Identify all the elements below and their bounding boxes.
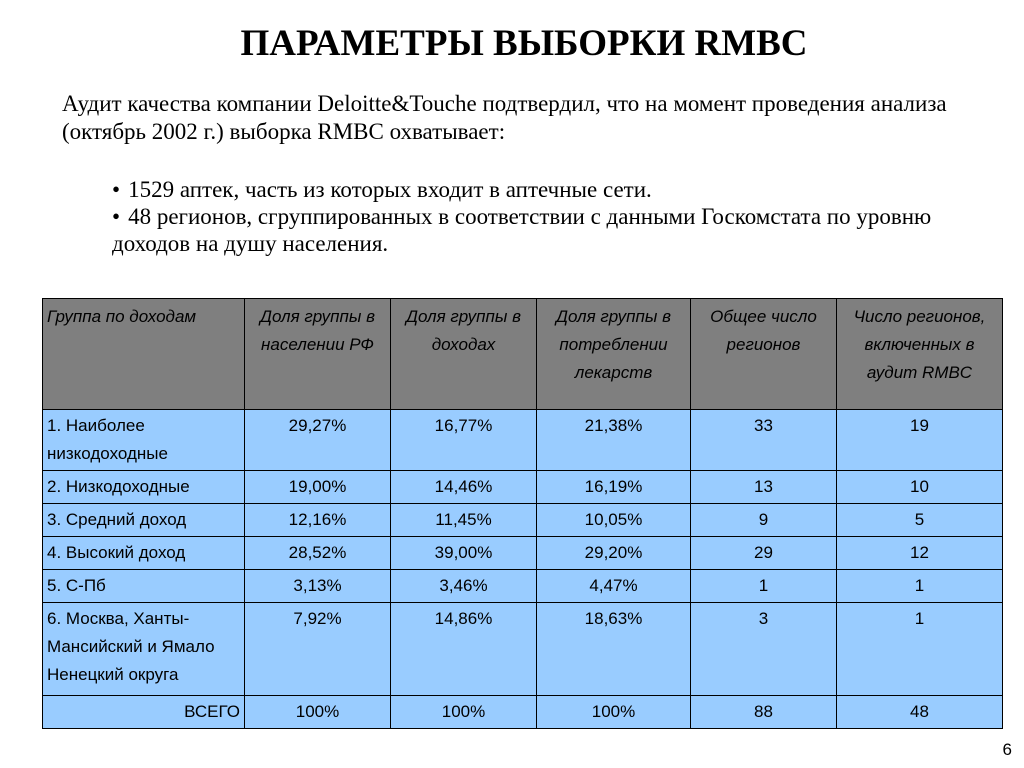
table-total-row xyxy=(43,696,1003,729)
group-cell: 4. Высокий доход xyxy=(43,537,245,570)
table-cell: 100% xyxy=(391,696,537,729)
table-cell: 29,27% xyxy=(245,410,391,471)
table-cell: 100% xyxy=(537,696,691,729)
table-cell: 14,46% xyxy=(391,471,537,504)
table-cell: 10 xyxy=(837,471,1003,504)
column-header: Общее число регионов xyxy=(691,299,837,410)
page-number: 6 xyxy=(1002,740,1012,759)
column-header: Число регионов, включенных в аудит RMBC xyxy=(837,299,1003,410)
table-cell: 3,13% xyxy=(245,570,391,603)
group-cell: 2. Низкодоходные xyxy=(43,471,245,504)
table-cell: 9 xyxy=(691,504,837,537)
table-cell: 3,46% xyxy=(391,570,537,603)
table-cell: 16,77% xyxy=(391,410,537,471)
bullet-list xyxy=(112,176,972,257)
table-cell: 5 xyxy=(837,504,1003,537)
column-header: Группа по доходам xyxy=(43,299,245,410)
table-cell: 14,86% xyxy=(391,603,537,696)
table-cell: 12 xyxy=(837,537,1003,570)
table-row xyxy=(43,471,1003,504)
table-row xyxy=(43,570,1003,603)
table-cell: 7,92% xyxy=(245,603,391,696)
total-label: ВСЕГО xyxy=(43,696,245,729)
column-header: Доля группы в доходах xyxy=(391,299,537,410)
table-cell: 19 xyxy=(837,410,1003,471)
table-header-row xyxy=(43,299,1003,410)
group-cell: 5. С-Пб xyxy=(43,570,245,603)
table-cell: 33 xyxy=(691,410,837,471)
bullet-item: • 48 регионов, сгруппированных в соответствии с данными Госкомстата по уровню доходов на душу населения. xyxy=(112,204,932,256)
table-cell: 1 xyxy=(691,570,837,603)
income-groups-table xyxy=(42,298,1003,729)
table-cell: 19,00% xyxy=(245,471,391,504)
bullet-item: • 1529 аптек, часть из которых входит в аптечные сети. xyxy=(112,177,652,202)
table-cell: 18,63% xyxy=(537,603,691,696)
table-cell: 3 xyxy=(691,603,837,696)
table-cell: 16,19% xyxy=(537,471,691,504)
table-cell: 13 xyxy=(691,471,837,504)
table-row xyxy=(43,504,1003,537)
table-cell: 12,16% xyxy=(245,504,391,537)
column-header: Доля группы в потреблении лекарств xyxy=(537,299,691,410)
table-row xyxy=(43,410,1003,471)
table-cell: 39,00% xyxy=(391,537,537,570)
table-cell: 4,47% xyxy=(537,570,691,603)
table-row xyxy=(43,603,1003,696)
table-cell: 48 xyxy=(837,696,1003,729)
table-row xyxy=(43,537,1003,570)
table-cell: 21,38% xyxy=(537,410,691,471)
table-cell: 29 xyxy=(691,537,837,570)
table-cell: 28,52% xyxy=(245,537,391,570)
table-cell: 1 xyxy=(837,603,1003,696)
intro-paragraph: Аудит качества компании Deloitte&Touche подтвердил, что на момент проведения анализа (октябрь 2002 г.) выборка RMBC охватывает: xyxy=(62,91,947,144)
table-cell: 11,45% xyxy=(391,504,537,537)
group-cell: 3. Средний доход xyxy=(43,504,245,537)
table-cell: 10,05% xyxy=(537,504,691,537)
group-cell: 6. Москва, Ханты-Мансийский и Ямало Ненецкий округа xyxy=(43,603,245,696)
table-cell: 100% xyxy=(245,696,391,729)
table-cell: 29,20% xyxy=(537,537,691,570)
column-header: Доля группы в населении РФ xyxy=(245,299,391,410)
group-cell: 1. Наиболее низкодоходные xyxy=(43,410,245,471)
table-cell: 88 xyxy=(691,696,837,729)
table-cell: 1 xyxy=(837,570,1003,603)
slide-title: ПАРАМЕТРЫ ВЫБОРКИ RMBC xyxy=(240,23,808,64)
